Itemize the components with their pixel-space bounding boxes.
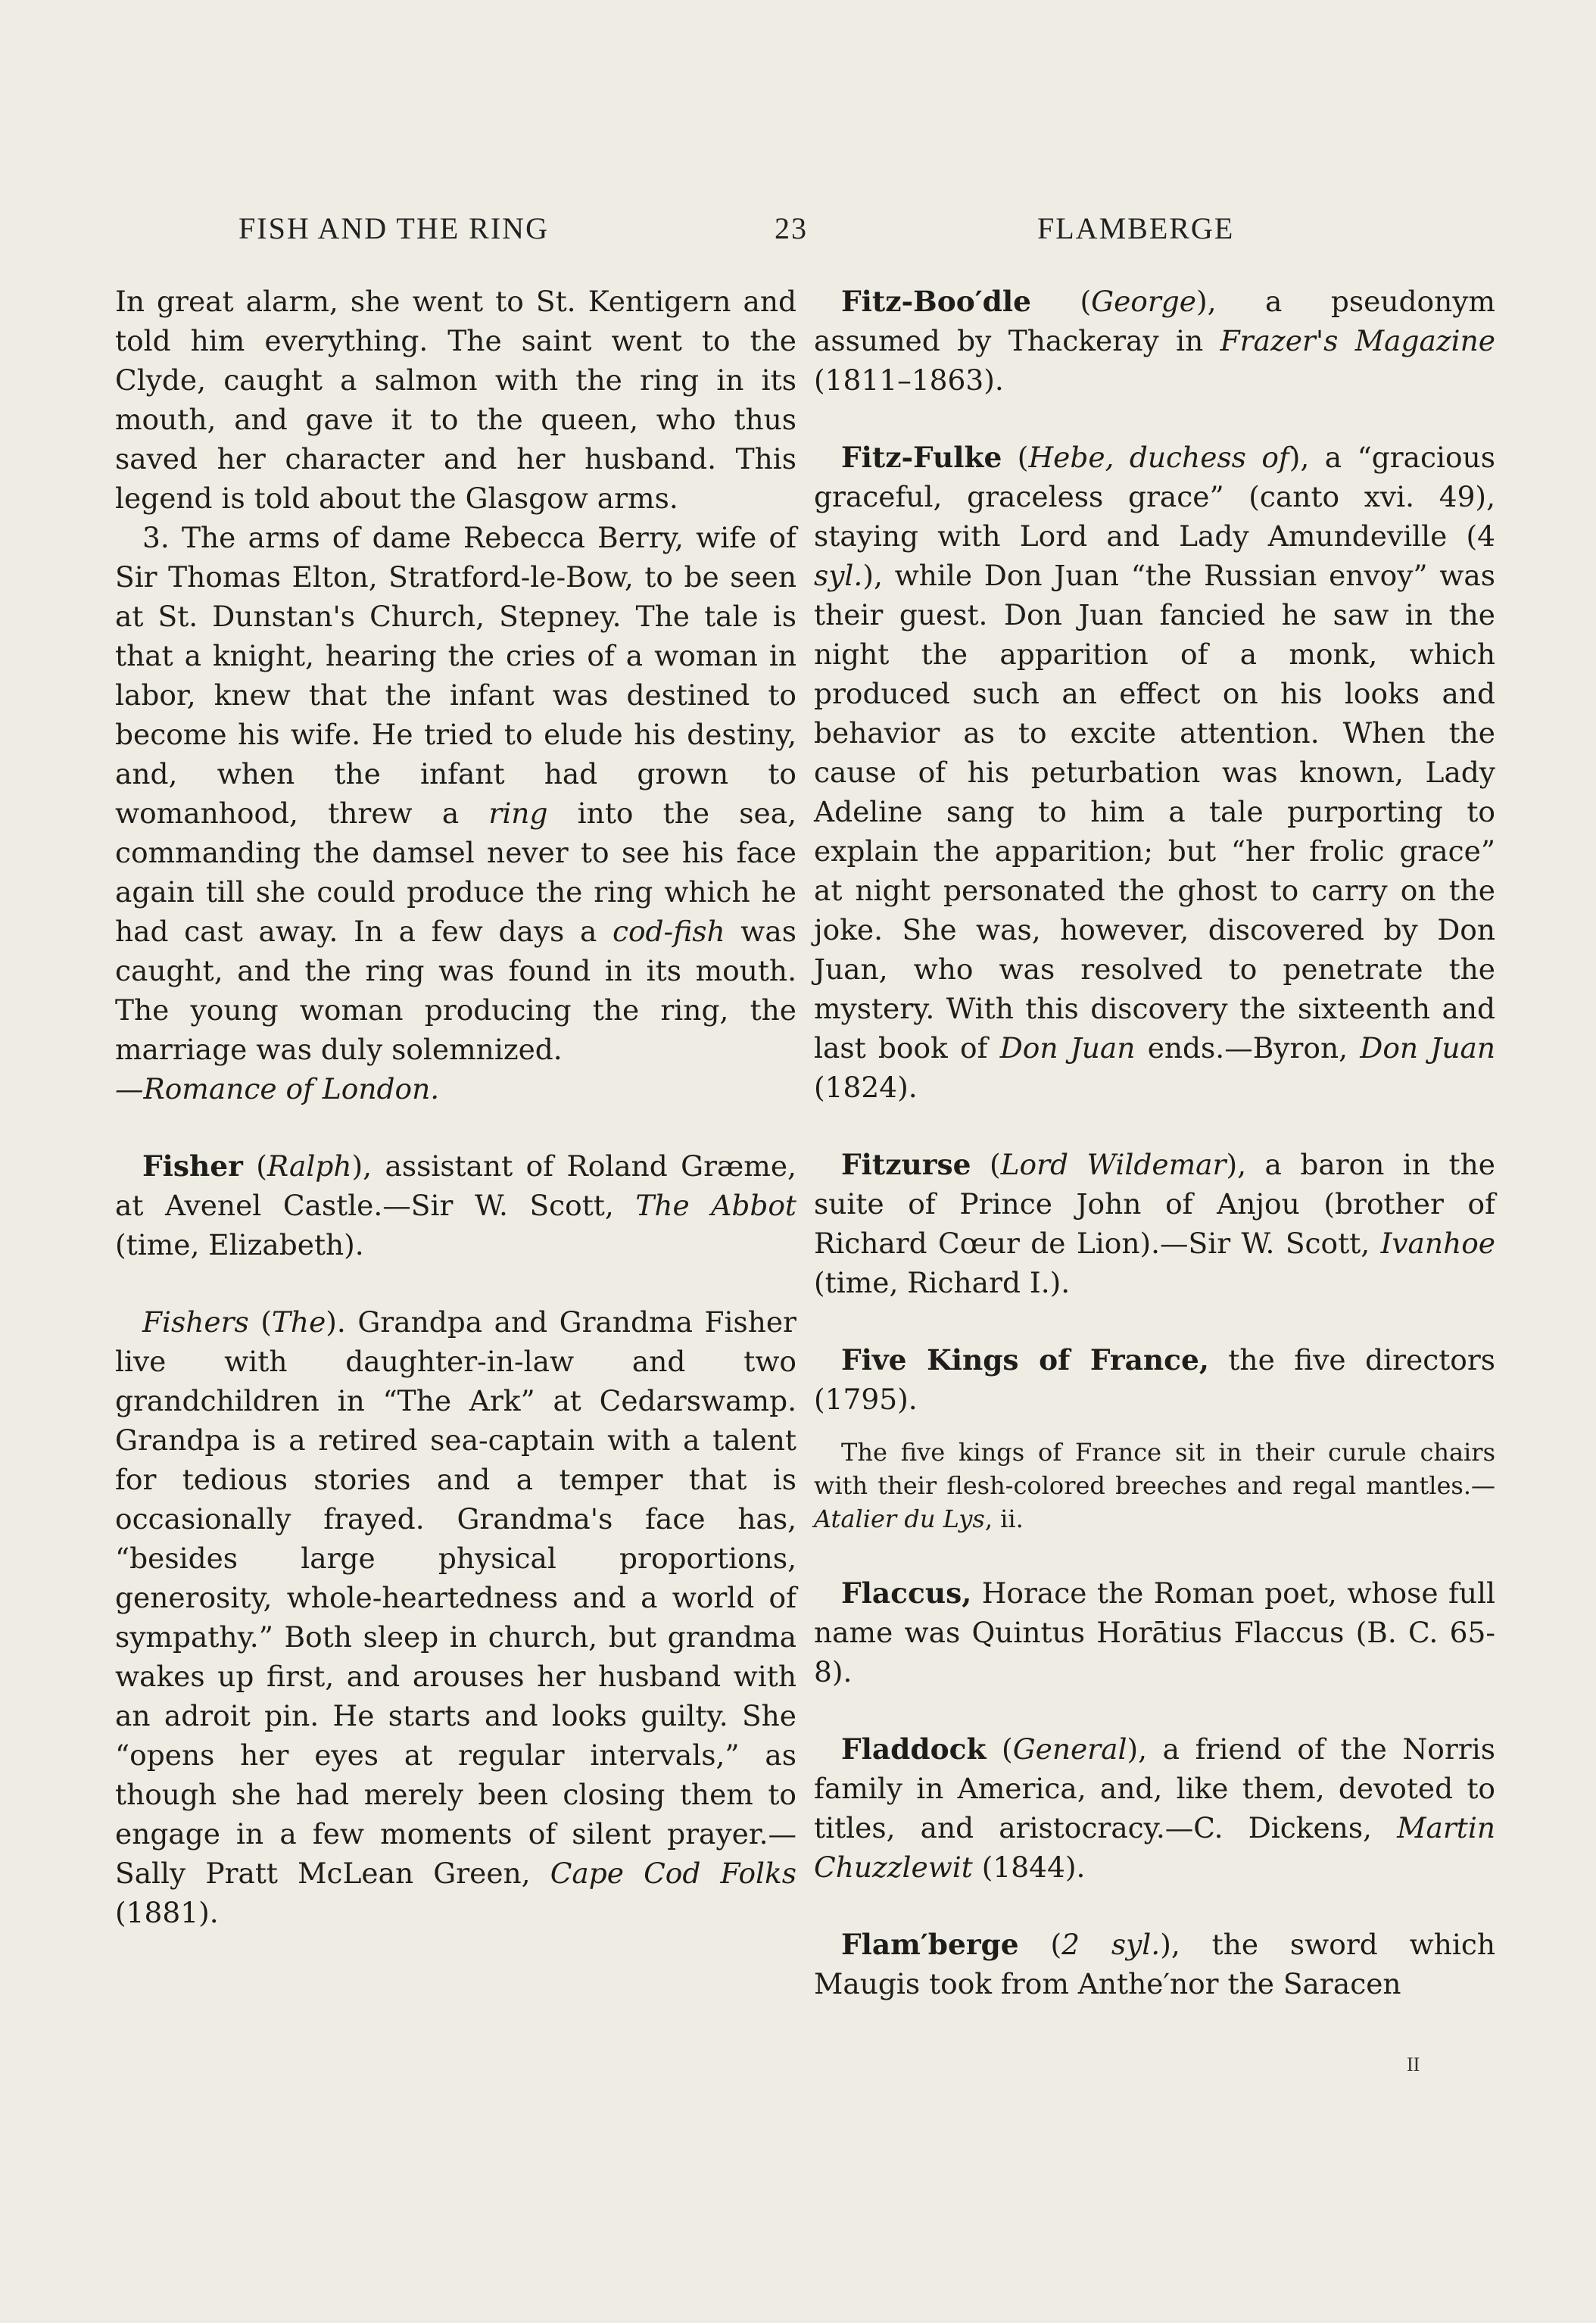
source-romance-of-london: —Romance of London.: [115, 1072, 440, 1105]
header-left: FISH AND THE RING: [238, 211, 549, 245]
headword-fitzurse: Fitzurse: [841, 1148, 971, 1181]
signature-mark: II: [1407, 2053, 1420, 2075]
headword-fisher: Fisher: [142, 1149, 243, 1183]
headword-five-kings: Five Kings of France,: [841, 1343, 1209, 1377]
entry-fisher: Fisher (Ralph), assistant of Roland Græme, at Avenel Castle.—Sir W. Scott, The Abbot (time, Elizabeth).: [115, 1149, 797, 1261]
headword-fitz-fulke: Fitz-Fulke: [841, 441, 1002, 474]
headword-flaccus: Flaccus,: [841, 1576, 972, 1610]
header-right: FLAMBERGE: [1037, 211, 1235, 245]
headword-fishers: Fishers: [142, 1305, 249, 1339]
headword-flamberge: Flam′berge: [841, 1928, 1019, 1961]
paragraph-rebecca-berry: 3. The arms of dame Rebecca Berry, wife of Sir Thomas Elton, Stratford-le-Bow, to be seen at St. Dunstan's Church, Stepney. The tale is that a knight, hearing the cries of a woman in labor, knew that the infant was destined to become his wife. He tried to elude his destiny, and, when the infant had grown to womanhood, threw a ring into the sea, commanding the damsel never to see his face again till she could produce the ring which he had cast away. In a few days a cod-fish was caught, and the ring was found in its mouth. The young woman producing the ring, the marriage was duly solemnized. —Romance of London.: [115, 521, 797, 1105]
headword-fitz-boodle: Fitz-Boo′dle: [841, 285, 1031, 318]
entry-fishers: Fishers (The). Grandpa and Grandma Fisher live with daughter-in-law and two grandchildren in “The Ark” at Cedarswamp. Grandpa is a retired sea-captain with a talent for tedious stories and a temper that is occasionally frayed. Grandma's face has, “besides large physical proportions, generosity, whole-heartedness and a world of sympathy.” Both sleep in church, but grandma wakes up first, and arouses her husband with an adroit pin. He starts and looks guilty. She “opens her eyes at regular intervals,” as though she had merely been closing them to engage in a few moments of silent prayer.—Sally Pratt McLean Green, Cape Cod Folks (1881).: [115, 1305, 796, 1929]
left-column: [115, 282, 796, 1932]
quote-five-kings: The five kings of France sit in their curule chairs with their flesh-colored breeches and regal mantles.—Atalier du Lys, ii.: [814, 1438, 1495, 1533]
entry-fitzurse: Fitzurse (Lord Wildemar), a baron in the suite of Prince John of Anjou (brother of Richard Cœur de Lion).—Sir W. Scott, Ivanhoe (time, Richard I.).: [814, 1148, 1495, 1299]
entry-fladdock: Fladdock (General), a friend of the Norris family in America, and, like them, devoted to titles, and aristocracy.—C. Dickens, Martin Chuzzlewit (1844).: [814, 1732, 1495, 1884]
entry-flaccus: Flaccus, Horace the Roman poet, whose full name was Quintus Horātius Flaccus (B. C. 65-8).: [814, 1576, 1495, 1688]
headword-fladdock: Fladdock: [841, 1732, 987, 1766]
entry-fitz-fulke: Fitz-Fulke (Hebe, duchess of), a “gracious graceful, graceless grace” (canto xvi. 49), staying with Lord and Lady Amundeville (4 syl.), while Don Juan “the Russian envoy” was their guest. Don Juan fancied he saw in the night the apparition of a monk, which produced such an effect on his looks and behavior as to excite attention. When the cause of his peturbation was known, Lady Adeline sang to him a tale purporting to explain the apparition; but “her frolic grace” at night personated the ghost to carry on the joke. She was, however, discovered by Don Juan, who was resolved to penetrate the mystery. With this discovery the sixteenth and last book of Don Juan ends.—Byron, Don Juan (1824).: [814, 441, 1495, 1104]
paragraph-kentigern: In great alarm, she went to St. Kentigern and told him everything. The saint went to the Clyde, caught a salmon with the ring in its mouth, and gave it to the queen, who thus saved her character and her husband. This legend is told about the Glasgow arms.: [115, 285, 796, 515]
entry-flamberge: Flam′berge (2 syl.), the sword which Maugis took from Anthe′nor the Saracen: [814, 1928, 1496, 2000]
right-column: [814, 282, 1495, 2003]
page-number: 23: [775, 211, 808, 245]
running-head: [114, 210, 1482, 256]
entry-five-kings: Five Kings of France, the five directors (1795).: [814, 1343, 1496, 1416]
entry-fitz-boodle: Fitz-Boo′dle (George), a pseudonym assumed by Thackeray in Frazer's Magazine (1811–1863).: [814, 285, 1495, 397]
